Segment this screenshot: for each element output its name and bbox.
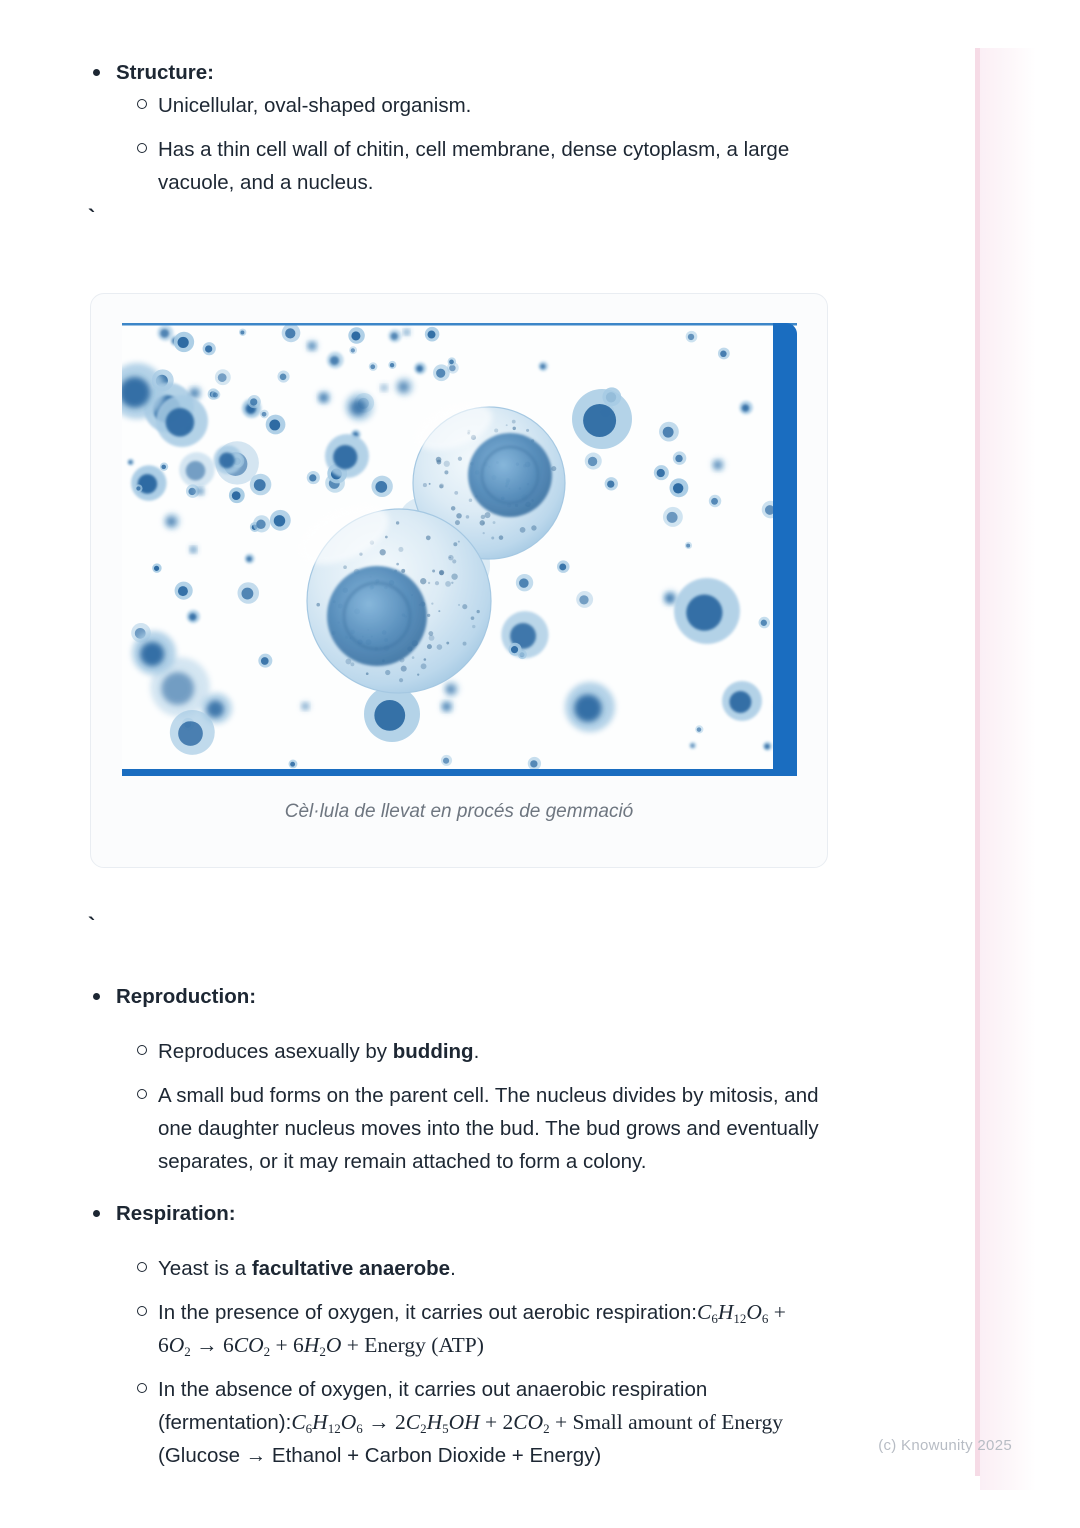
circle-bullet-icon [137,143,147,153]
yeast-budding-image [122,323,797,776]
section-reproduction [90,980,838,1178]
watermark: (c) Knowunity 2025 [878,1437,1012,1454]
list-item [90,133,838,199]
section-heading: Reproduction: [116,985,257,1008]
list-item [90,1035,838,1068]
circle-bullet-icon [137,1262,147,1272]
list-item [90,1373,838,1472]
list-item-heading [90,56,838,89]
stray-backtick: ` [88,913,96,938]
section-heading: Structure: [116,61,214,84]
list-item-heading [90,980,838,1013]
list-item-text: Has a thin cell wall of chitin, cell membrane, dense cytoplasm, a large vacuole, and a nucleus. [158,138,790,194]
list-item-text: A small bud forms on the parent cell. The nucleus divides by mitosis, and one daughter nucleus moves into the bud. The bud grows and eventually separates, or it may remain attached to form a colony. [158,1084,819,1173]
list-item-text: In the presence of oxygen, it carries out aerobic $respiration:C_6H_{12}O_6 + 6O_2 \to 6CO_2 + 6H_2O$ + Energy (ATP) [158,1300,786,1359]
circle-bullet-icon [137,1045,147,1055]
circle-bullet-icon [137,1306,147,1316]
right-margin-line [975,48,980,1476]
nucleus [327,566,427,666]
list-item-heading [90,1197,838,1230]
circle-bullet-icon [137,1383,147,1393]
stray-backtick: ` [88,205,96,230]
figure-caption: Cèl·lula de llevat en procés de gemmació [284,801,634,822]
list-item-text: Yeast is a facultative anaerobe. [158,1257,456,1280]
list-item [90,1296,838,1362]
circle-bullet-icon [137,99,147,109]
list-item-text: In the absence of oxygen, it carries out anaerobic respiration $(fermentation):C_6H_{12}O_6 \to 2C_2H_5OH + 2CO_2$ + Small amount of Energy (Glucose → Ethanol + Carbon Dioxide + Energy) [158,1378,783,1467]
list-item-text: Unicellular, oval-shaped organism. [158,94,472,117]
bullet-icon [93,69,100,76]
circle-bullet-icon [137,1089,147,1099]
right-margin-gradient [980,48,1036,1490]
section-structure [90,56,838,199]
bullet-icon [93,993,100,1000]
list-item [90,89,838,122]
figure-card [90,293,828,868]
section-respiration [90,1197,838,1472]
list-item [90,1252,838,1285]
list-item-text: Reproduces asexually by budding. [158,1040,480,1063]
section-heading: Respiration: [116,1202,236,1225]
list-item [90,1079,838,1178]
bullet-icon [93,1210,100,1217]
